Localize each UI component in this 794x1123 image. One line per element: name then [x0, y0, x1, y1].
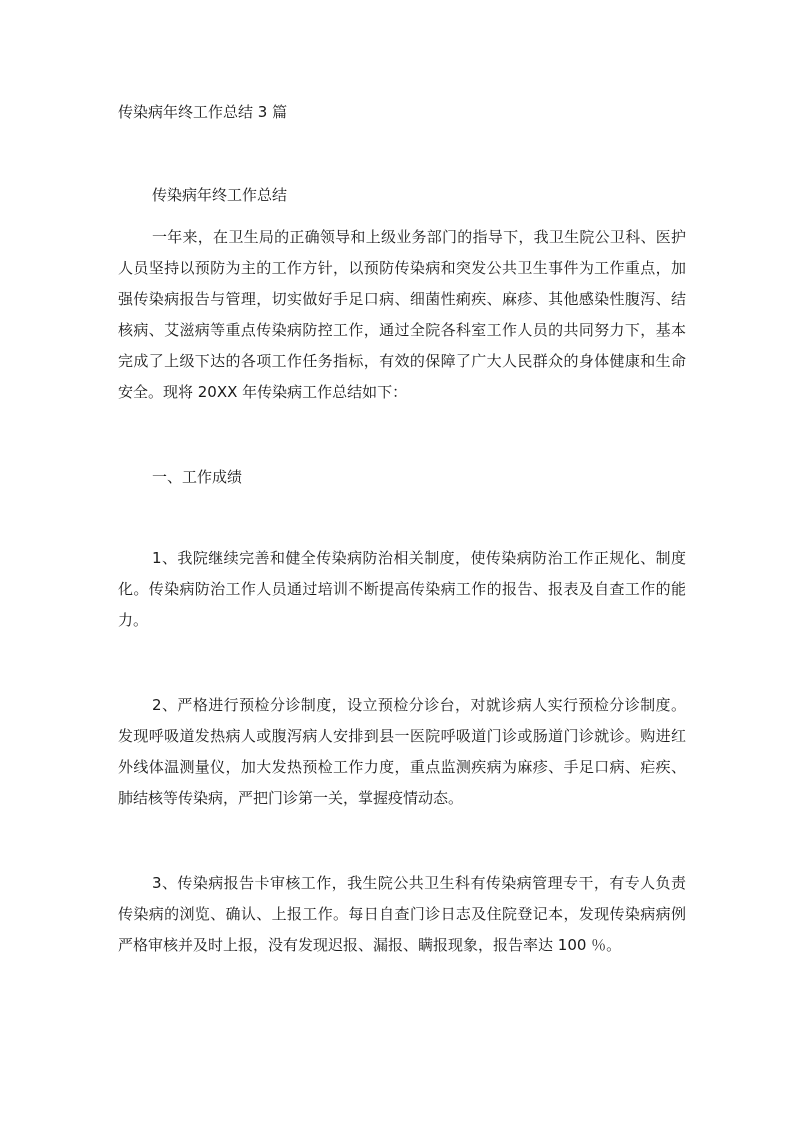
section-heading: 一、工作成绩 — [152, 468, 243, 486]
intro-paragraph: 一年来，在卫生局的正确领导和上级业务部门的指导下，我卫生院公卫科、医护人员坚持以预防为主的工作方针，以预防传染病和突发公共卫生事件为工作重点，加强传染病报告与管理，切实做好手足口病、细菌性痢疾、麻疹、其他感染性腹泻、结核病、艾滋病等重点传染病防控工作，通过全院各科室工作人员的共同努力下，基本完成了上级下达的各项工作任务指标，有效的保障了广大人民群众的身体健康和生命安全。现将 20XX 年传染病工作总结如下： — [118, 228, 686, 401]
list-item: 2、严格进行预检分诊制度，设立预检分诊台，对就诊病人实行预检分诊制度。发现呼吸道发热病人或腹泻病人安排到县一医院呼吸道门诊或肠道门诊就诊。购进红外线体温测量仪，加大发热预检工作力度，重点监测疾病为麻疹、手足口病、疟疾、肺结核等传染病，严把门诊第一关，掌握疫情动态。 — [118, 696, 686, 807]
document-subtitle: 传染病年终工作总结 — [152, 186, 288, 204]
document-title: 传染病年终工作总结 3 篇 — [118, 103, 288, 121]
list-item: 1、我院继续完善和健全传染病防治相关制度，使传染病防治工作正规化、制度化。传染病防治工作人员通过培训不断提高传染病工作的报告、报表及自查工作的能力。 — [118, 549, 686, 629]
list-item: 3、传染病报告卡审核工作，我生院公共卫生科有传染病管理专干，有专人负责传染病的浏览、确认、上报工作。每日自查门诊日志及住院登记本，发现传染病病例严格审核并及时上报，没有发现迟报、漏报、瞒报现象，报告率达 100 ％。 — [118, 874, 686, 954]
